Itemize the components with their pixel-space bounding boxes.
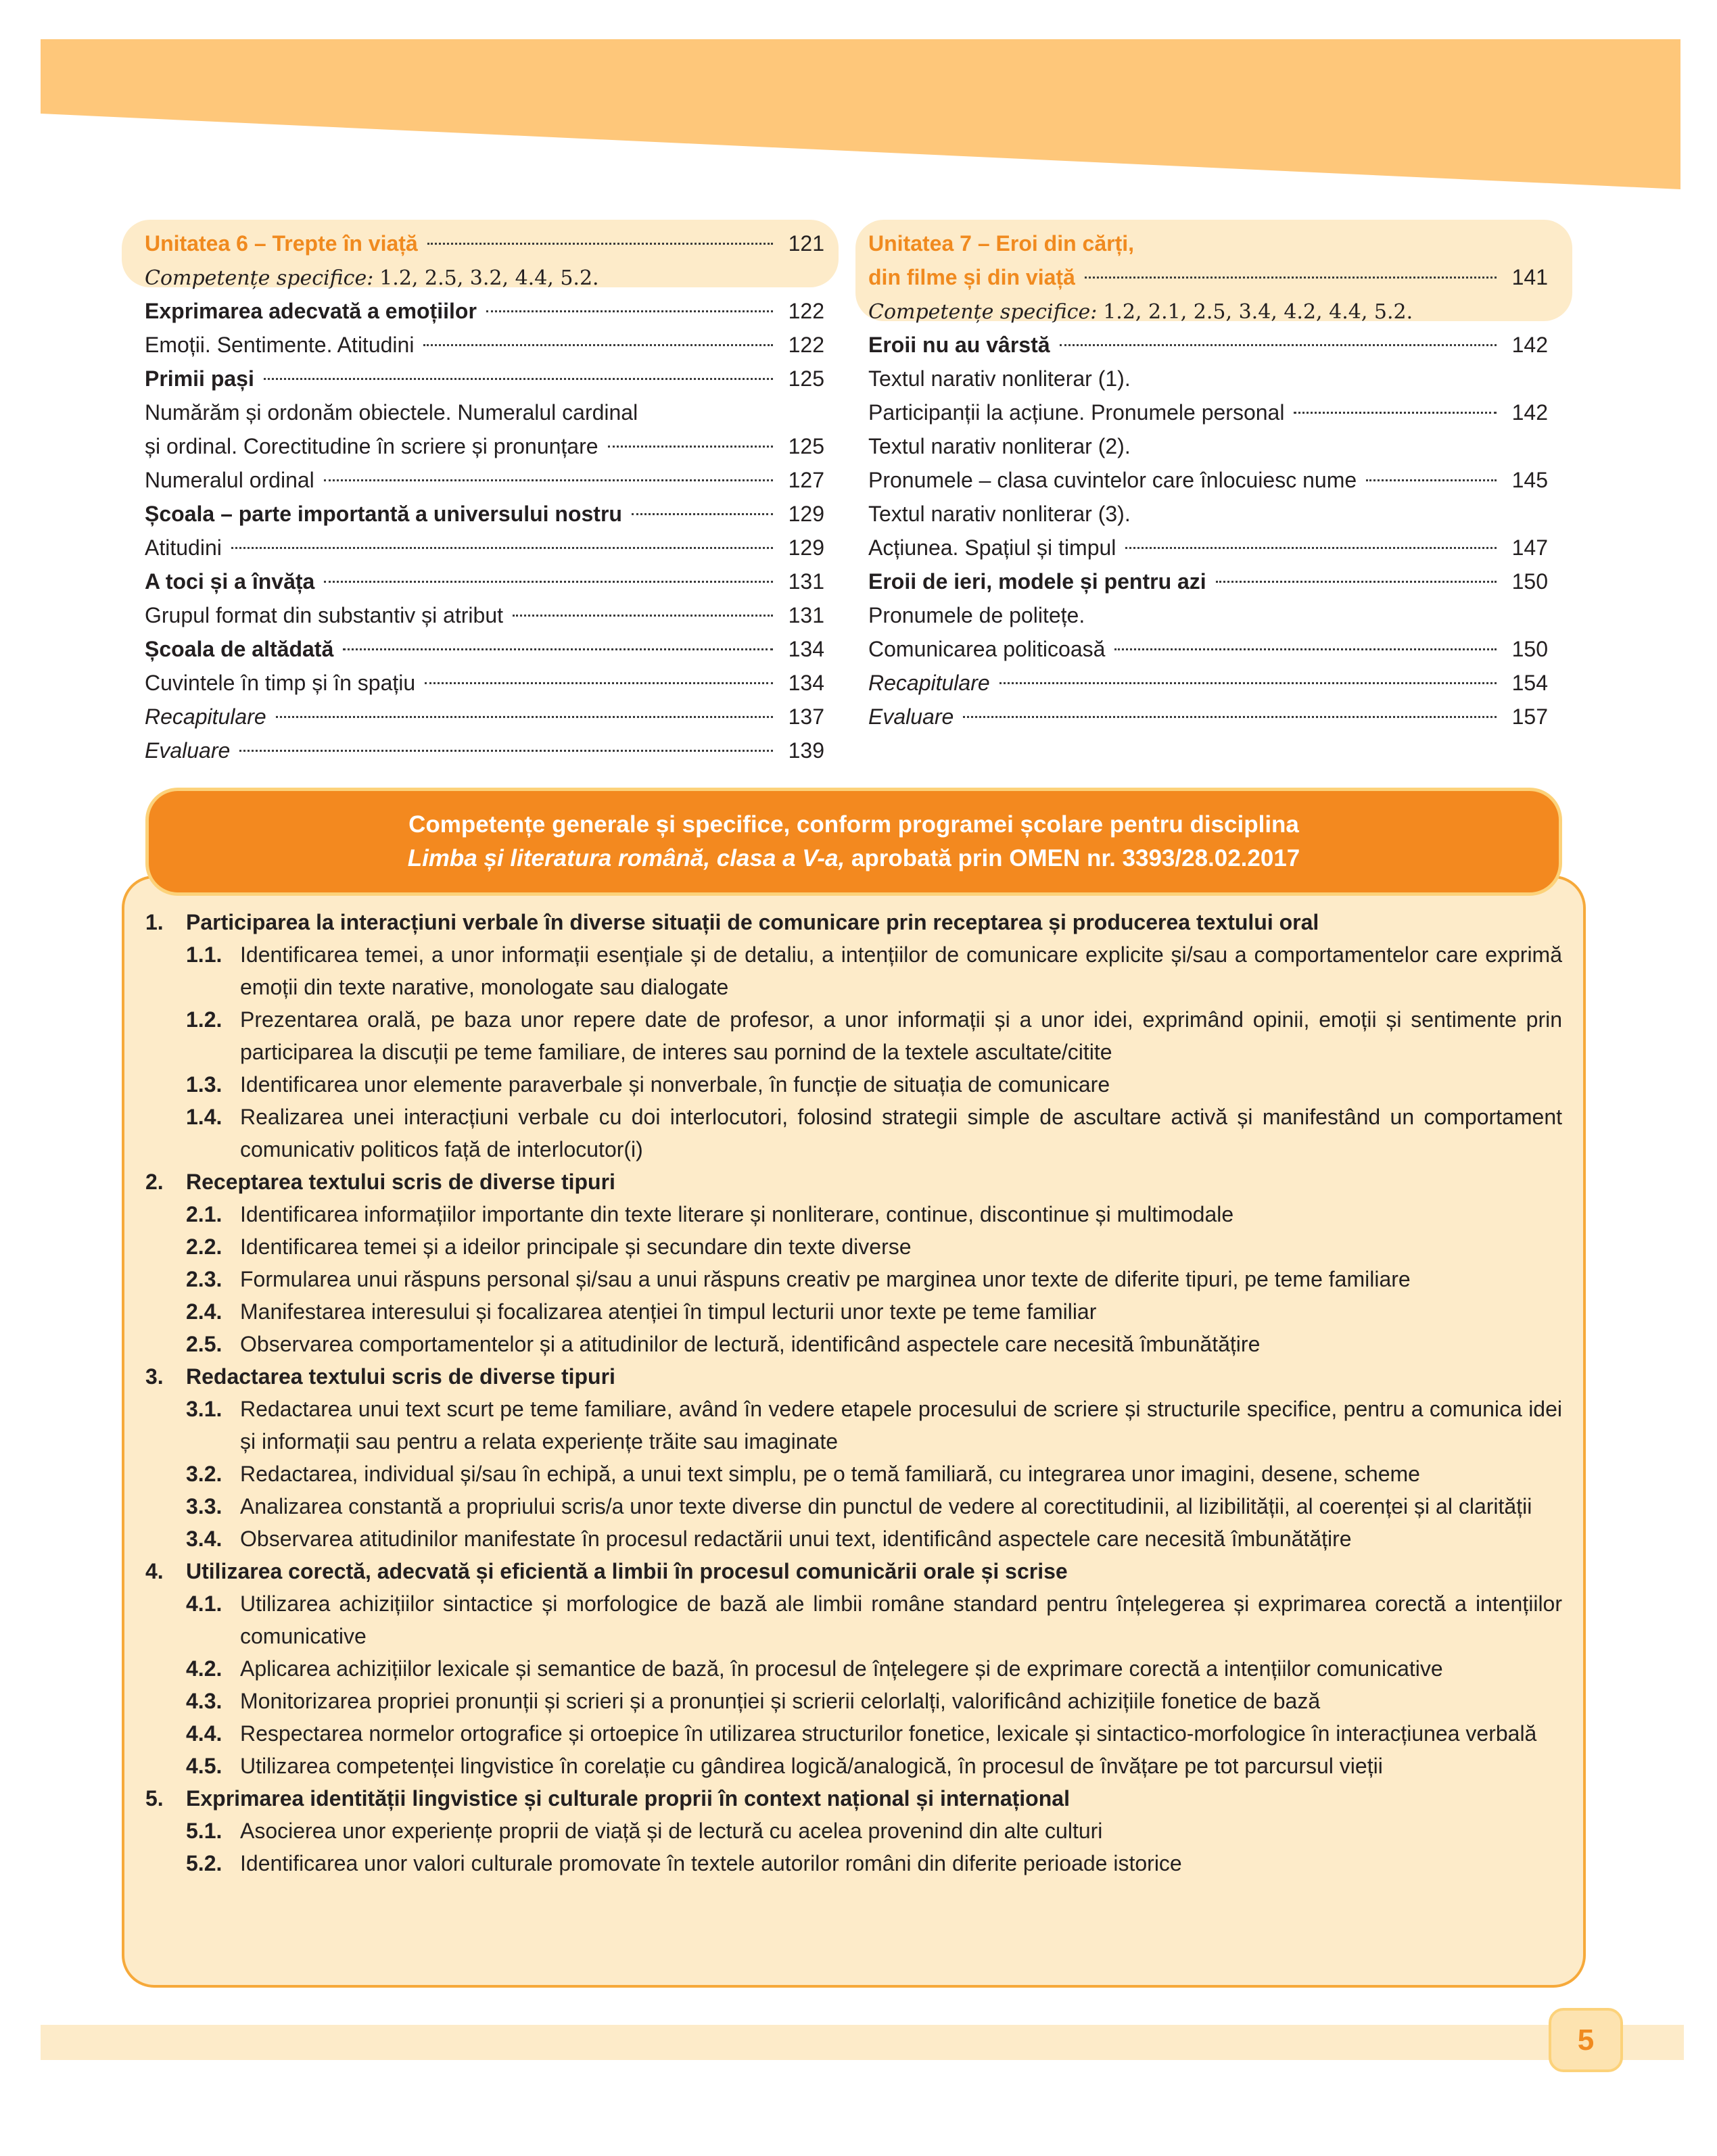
specific-competence-number: 2.4.: [186, 1299, 222, 1324]
specific-competence-number: 5.2.: [186, 1851, 222, 1875]
decorative-top-band: [0, 0, 1717, 203]
general-competence-number: 4.: [145, 1559, 164, 1583]
specific-competence-number: 2.5.: [186, 1332, 222, 1356]
specific-competence-number: 1.4.: [186, 1105, 222, 1129]
specific-competence-text: Respectarea normelor ortografice și ortoepice în utilizarea structurilor fonetice, lexicale și sintactico-morfologice în interacțiunea verbală: [240, 1721, 1537, 1746]
toc-rows: [868, 328, 1548, 734]
specific-competence-number: 2.2.: [186, 1235, 222, 1259]
competente-label: Competențe specifice:: [145, 266, 374, 290]
specific-competence: [145, 1393, 1562, 1458]
toc-entry[interactable]: [868, 700, 1548, 734]
specific-competence-number: 3.3.: [186, 1494, 222, 1518]
toc-entry-title: Participanții la acțiune. Pronumele personal: [868, 400, 1285, 425]
toc-entry-title: Pronumele – clasa cuvintelor care înlocuiesc nume: [868, 468, 1357, 492]
specific-competence-number: 5.1.: [186, 1819, 222, 1843]
competente-values: 1.2, 2.5, 3.2, 4.4, 5.2.: [379, 266, 599, 290]
toc-entry[interactable]: [145, 497, 824, 531]
specific-competence: [145, 1587, 1562, 1652]
specific-competence-text: Identificarea unor valori culturale promovate în textele autorilor români din diferite perioade istorice: [240, 1851, 1182, 1875]
specific-competence-number: 4.3.: [186, 1689, 222, 1713]
specific-competence: [145, 1847, 1562, 1879]
specific-competence-text: Prezentarea orală, pe baza unor repere date de profesor, a unor informații și a unor idei, exprimând opinii, emoții și sentimente prin participarea la discuții pe teme familiare, de interes sau pornind de la textele ascultate/citite: [240, 1007, 1562, 1064]
specific-competence: [145, 1101, 1562, 1166]
toc-entry[interactable]: [145, 632, 824, 666]
unit-title-line1-row[interactable]: [868, 226, 1548, 260]
specific-competence-text: Utilizarea achizițiilor sintactice și morfologice de bază ale limbii române standard pentru înțelegerea și exprimarea corectă a intențiilor comunicative: [240, 1591, 1562, 1648]
general-competence-title: Participarea la interacțiuni verbale în diverse situații de comunicare prin receptarea și producerea textului oral: [186, 910, 1319, 934]
toc-rows: [145, 294, 824, 767]
page-number: 5: [1549, 2008, 1623, 2072]
specific-competence-text: Utilizarea competenței lingvistice în corelație cu gândirea logică/analogică, în procesul de învățare pe tot parcursul vieții: [240, 1754, 1383, 1778]
general-competence: [145, 1555, 1562, 1587]
specific-competence-text: Redactarea, individual și/sau în echipă, a unui text simplu, pe o temă familiară, cu integrarea unor imagini, desene, scheme: [240, 1462, 1420, 1486]
footer-band: [41, 2025, 1684, 2060]
toc-entry-title: Textul narativ nonliterar (3).: [868, 502, 1131, 526]
toc-entry-title: Școala – parte importantă a universului nostru: [145, 502, 622, 526]
toc-entry[interactable]: [145, 531, 824, 565]
toc-entry-title: Recapitulare: [868, 671, 990, 695]
page-ref: 134: [788, 637, 824, 661]
header-line-2: [149, 842, 1559, 876]
specific-competence: [145, 1328, 1562, 1360]
page-ref: 131: [788, 569, 824, 594]
competences-header: [145, 788, 1562, 896]
page-ref: 150: [1511, 569, 1548, 594]
toc-unit-7: [868, 226, 1548, 734]
toc-entry: [145, 396, 824, 429]
toc-entry[interactable]: [145, 734, 824, 767]
specific-competence-text: Asocierea unor experiențe proprii de viață și de lectură cu acelea provenind din alte culturi: [240, 1819, 1103, 1843]
specific-competence-text: Identificarea temei și a ideilor principale și secundare din texte diverse: [240, 1235, 912, 1259]
specific-competence-text: Redactarea unui text scurt pe teme familiare, având în vedere etapele procesului de scriere și structurile specifice, pentru a comunica idei și informații sau pentru a relata experiențe trăite sau imaginate: [240, 1397, 1562, 1454]
header-approval: aprobată prin OMEN nr. 3393/28.02.2017: [845, 845, 1300, 871]
general-competence-number: 5.: [145, 1786, 164, 1811]
specific-competence-text: Realizarea unei interacțiuni verbale cu doi interlocutori, folosind strategii simple de ascultare activă și manifestând un comportament comunicativ politicos față de interlocutor(i): [240, 1105, 1562, 1161]
page-ref: 150: [1511, 637, 1548, 661]
page-ref: 125: [788, 366, 824, 391]
toc-entry: [868, 429, 1548, 463]
page-ref: 157: [1511, 704, 1548, 729]
toc-entry[interactable]: [145, 429, 824, 463]
specific-competence-text: Observarea atitudinilor manifestate în procesul redactării unui text, identificând aspectele care necesită îmbunătățire: [240, 1527, 1352, 1551]
page-ref: 122: [788, 299, 824, 323]
specific-competence-number: 1.3.: [186, 1072, 222, 1097]
toc-entry[interactable]: [868, 463, 1548, 497]
specific-competence: [145, 1068, 1562, 1101]
specific-competence: [145, 1230, 1562, 1263]
unit-title: Unitatea 6 – Trepte în viață: [145, 231, 418, 256]
specific-competence-text: Aplicarea achizițiilor lexicale și semantice de bază, în procesul de înțelegere și de exprimare corectă a intențiilor comunicative: [240, 1656, 1443, 1681]
page-ref: 121: [788, 231, 824, 256]
toc-entry[interactable]: [145, 666, 824, 700]
toc-unit-title[interactable]: [868, 260, 1548, 294]
competente-values: 1.2, 2.1, 2.5, 3.4, 4.2, 4.4, 5.2.: [1103, 300, 1413, 324]
specific-competence: [145, 1652, 1562, 1685]
specific-competence-number: 4.1.: [186, 1591, 222, 1616]
specific-competence: [145, 1750, 1562, 1782]
header-line-1: Competențe generale și specifice, conform programei școlare pentru disciplina: [408, 811, 1299, 838]
specific-competence-number: 2.1.: [186, 1202, 222, 1226]
toc-entry: [868, 362, 1548, 396]
general-competence-title: Receptarea textului scris de diverse tipuri: [186, 1170, 615, 1194]
header-subject: Limba și literatura română, clasa a V-a,: [407, 845, 845, 871]
specific-competence: [145, 1717, 1562, 1750]
toc-entry[interactable]: [145, 294, 824, 328]
toc-entry[interactable]: [868, 666, 1548, 700]
toc-entry[interactable]: [868, 632, 1548, 666]
toc-entry-title: Emoții. Sentimente. Atitudini: [145, 333, 415, 357]
general-competence-number: 1.: [145, 910, 164, 934]
page-ref: 142: [1511, 333, 1548, 357]
specific-competence-number: 4.2.: [186, 1656, 222, 1681]
toc-unit-title[interactable]: [145, 226, 824, 260]
page-ref: 147: [1511, 535, 1548, 560]
toc-entry[interactable]: [145, 700, 824, 734]
page-ref: 141: [1511, 265, 1548, 289]
page-ref: 127: [788, 468, 824, 492]
general-competence: [145, 906, 1562, 938]
page-ref: 131: [788, 603, 824, 627]
specific-competence-text: Identificarea temei, a unor informații esențiale și de detaliu, a intențiilor de comunicare explicite și/sau a comportamentelor care exprimă emoții din texte narative, monologate sau dialogate: [240, 942, 1562, 999]
toc-entry-title: Comunicarea politicoasă: [868, 637, 1106, 661]
toc-entry-title: Eroii nu au vârstă: [868, 333, 1050, 357]
toc-entry-title: Acțiunea. Spațiul și timpul: [868, 535, 1116, 560]
specific-competence-text: Identificarea informațiilor importante din texte literare și nonliterare, continue, discontinue și multimodale: [240, 1202, 1234, 1226]
specific-competence-text: Identificarea unor elemente paraverbale și nonverbale, în funcție de situația de comunicare: [240, 1072, 1110, 1097]
toc-entry-title: Textul narativ nonliterar (2).: [868, 434, 1131, 458]
toc-entry-title: Grupul format din substantiv și atribut: [145, 603, 504, 627]
page-ref: 145: [1511, 468, 1548, 492]
toc-entry-title: Recapitulare: [145, 704, 266, 729]
toc-entry-title: Pronumele de politețe.: [868, 603, 1085, 627]
specific-competence: [145, 1458, 1562, 1490]
toc-entry-title: Evaluare: [145, 738, 231, 763]
toc-entry-title: și ordinal. Corectitudine în scriere și pronunțare: [145, 434, 598, 458]
toc-entry[interactable]: [145, 362, 824, 396]
unit-title-line2: din filme și din viață: [868, 265, 1075, 289]
specific-competence: [145, 938, 1562, 1003]
toc-entry[interactable]: [868, 328, 1548, 362]
page-ref: 125: [788, 434, 824, 458]
specific-competence-number: 4.5.: [186, 1754, 222, 1778]
toc-entry[interactable]: [868, 565, 1548, 598]
toc-entry-title: A toci și a învăța: [145, 569, 315, 594]
general-competence-title: Redactarea textului scris de diverse tipuri: [186, 1364, 615, 1389]
specific-competence-number: 3.2.: [186, 1462, 222, 1486]
specific-competence-text: Analizarea constantă a propriului scris/a unor texte diverse din punctul de vedere al corectitudinii, al lizibilității, al coerenței și al clarității: [240, 1494, 1532, 1518]
toc-entry-title: Cuvintele în timp și în spațiu: [145, 671, 416, 695]
toc-entry[interactable]: [868, 396, 1548, 429]
specific-competence: [145, 1685, 1562, 1717]
general-competence: [145, 1782, 1562, 1815]
general-competence: [145, 1166, 1562, 1198]
competente-label: Competențe specifice:: [868, 300, 1098, 324]
specific-competence-text: Observarea comportamentelor și a atitudinilor de lectură, identificând aspectele care necesită îmbunătățire: [240, 1332, 1261, 1356]
toc-entry-title: Textul narativ nonliterar (1).: [868, 366, 1131, 391]
page-ref: 129: [788, 535, 824, 560]
page-ref: 129: [788, 502, 824, 526]
general-competence-number: 3.: [145, 1364, 164, 1389]
specific-competence-number: 3.4.: [186, 1527, 222, 1551]
toc-entry-title: Numărăm și ordonăm obiectele. Numeralul cardinal: [145, 400, 638, 425]
toc-entry: [868, 598, 1548, 632]
general-competence-number: 2.: [145, 1170, 164, 1194]
toc-entry-title: Exprimarea adecvată a emoțiilor: [145, 299, 477, 323]
toc-entry-title: Primii pași: [145, 366, 254, 391]
toc-entry-title: Eroii de ieri, modele și pentru azi: [868, 569, 1206, 594]
page-ref: 139: [788, 738, 824, 763]
unit-title-line1: Unitatea 7 – Eroi din cărți,: [868, 231, 1134, 256]
page-ref: 137: [788, 704, 824, 729]
toc-entry[interactable]: [145, 328, 824, 362]
specific-competence: [145, 1815, 1562, 1847]
specific-competence-number: 3.1.: [186, 1397, 222, 1421]
specific-competence: [145, 1198, 1562, 1230]
specific-competence-number: 2.3.: [186, 1267, 222, 1291]
general-competence: [145, 1360, 1562, 1393]
specific-competence-text: Manifestarea interesului și focalizarea atenției în timpul lecturii unor texte pe teme familiar: [240, 1299, 1097, 1324]
specific-competence-number: 1.1.: [186, 942, 222, 967]
toc-unit-6: [145, 226, 824, 767]
specific-competence-text: Monitorizarea propriei pronunții și scrieri și a pronunției și scrierii celorlalți, valorificând achizițiile fonetice de bază: [240, 1689, 1321, 1713]
specific-competence: [145, 1490, 1562, 1523]
page-ref: 142: [1511, 400, 1548, 425]
specific-competence: [145, 1295, 1562, 1328]
toc-entry[interactable]: [145, 463, 824, 497]
toc-entry: [868, 497, 1548, 531]
specific-competence-number: 1.2.: [186, 1007, 222, 1032]
toc-entry[interactable]: [868, 531, 1548, 565]
specific-competence: [145, 1523, 1562, 1555]
competente-line: [145, 260, 824, 294]
page-ref: 154: [1511, 671, 1548, 695]
page-ref: 122: [788, 333, 824, 357]
general-competence-title: Utilizarea corectă, adecvată și eficientă a limbii în procesul comunicării orale și scrise: [186, 1559, 1068, 1583]
specific-competence: [145, 1003, 1562, 1068]
toc-entry-title: Numeralul ordinal: [145, 468, 314, 492]
specific-competence: [145, 1263, 1562, 1295]
competente-line: [868, 294, 1548, 328]
toc-entry-title: Școala de altădată: [145, 637, 334, 661]
page-ref: 134: [788, 671, 824, 695]
general-competence-title: Exprimarea identității lingvistice și culturale proprii în context național și internațional: [186, 1786, 1070, 1811]
toc-entry[interactable]: [145, 565, 824, 598]
toc-entry-title: Evaluare: [868, 704, 954, 729]
toc-entry[interactable]: [145, 598, 824, 632]
toc-entry-title: Atitudini: [145, 535, 222, 560]
specific-competence-number: 4.4.: [186, 1721, 222, 1746]
specific-competence-text: Formularea unui răspuns personal și/sau a unui răspuns creativ pe marginea unor texte de diferite tipuri, pe teme familiare: [240, 1267, 1411, 1291]
competences-list: [145, 906, 1562, 1879]
